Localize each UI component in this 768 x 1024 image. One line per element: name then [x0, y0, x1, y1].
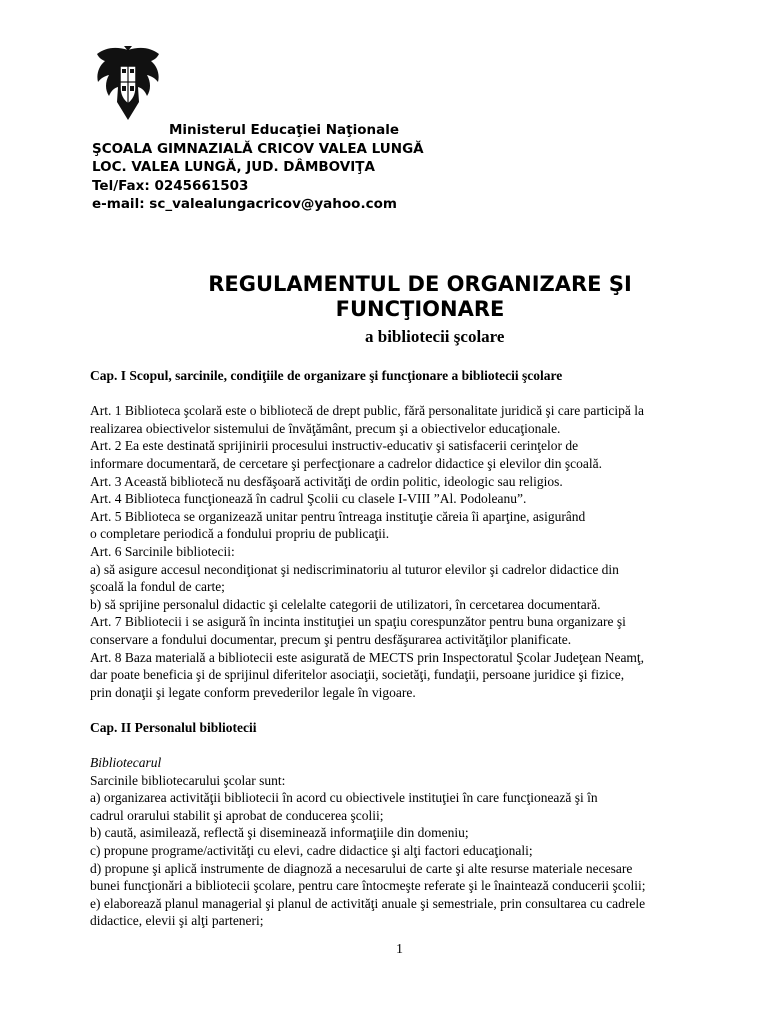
body-line: a) să asigure accesul necondiţionat şi nediscriminatoriu al tuturor elevilor şi cadrelor didactice din — [90, 561, 619, 577]
body-line: didactice, elevii şi alţi parteneri; — [90, 913, 264, 929]
school-name: ŞCOALA GIMNAZIALĂ CRICOV VALEA LUNGĂ — [92, 140, 424, 157]
body-line: informare documentară, de cercetare şi perfecţionare a cadrelor didactice şi elevilor din şcoală. — [90, 455, 602, 471]
body-line: o completare periodică a fondului propriu de publicaţii. — [90, 526, 390, 542]
document-subtitle: a bibliotecii şcolare — [365, 327, 505, 346]
body-line: cadrul orarului stabilit şi aprobat de conducerea şcolii; — [90, 807, 384, 823]
chapter-1-heading: Cap. I Scopul, sarcinile, condiţiile de organizare şi funcţionare a bibliotecii şcolare — [90, 368, 563, 383]
body-line: a) organizarea activităţii bibliotecii în acord cu obiectivele instituţiei în care funcţionează şi în — [90, 790, 598, 806]
body-line: d) propune şi aplică instrumente de diagnoză a necesarului de carte şi alte resurse materiale necesare — [90, 860, 633, 876]
body-line: Art. 1 Biblioteca şcolară este o bibliotecă de drept public, fără personalitate juridică şi care participă la — [90, 403, 645, 419]
body-line: bunei funcţionări a bibliotecii şcolare, pentru care întocmeşte referate şi le înaintează conducerii şcolii; — [90, 878, 646, 894]
ministry-name: Ministerul Educaţiei Naţionale — [169, 122, 399, 138]
document-title-line2: FUNCŢIONARE — [335, 297, 505, 321]
body-line: c) propune programe/activităţi cu elevi, cadre didactice şi alţi factori educaţionali; — [90, 843, 533, 859]
school-header — [92, 121, 424, 214]
email-address: e-mail: sc_valealungacricov@yahoo.com — [92, 196, 397, 212]
body-line: şcoală la fondul de carte; — [90, 579, 225, 595]
body-line: Art. 8 Baza materială a bibliotecii este asigurată de MECTS prin Inspectoratul Şcolar Judeţean Neamţ, — [90, 649, 645, 665]
body-line: realizarea obiectivelor sistemului de învăţământ, precum şi a obiectivelor educaţionale. — [90, 420, 561, 436]
page-number: 1 — [396, 942, 403, 957]
role-heading: Bibliotecarul — [90, 755, 162, 771]
body-line: e) elaborează planul managerial şi planul de activităţi anuale şi semestriale, prin consultarea cu cadrele — [90, 895, 646, 911]
body-line: Art. 4 Biblioteca funcţionează în cadrul Şcolii cu clasele I-VIII ”Al. Podoleanu”. — [90, 491, 527, 507]
body-line: Sarcinile bibliotecarului şcolar sunt: — [90, 772, 286, 788]
body-line: prin donaţii şi legate conform prevederilor legale în vigoare. — [90, 684, 416, 700]
chapter-2-heading: Cap. II Personalul bibliotecii — [90, 719, 257, 735]
body-line: conservare a fondului documentar, precum şi pentru desfăşurarea activităţilor planificate. — [90, 631, 572, 647]
body-line: Art. 7 Bibliotecii i se asigură în incinta instituţiei un spaţiu corespunzător pentru buna organizare şi — [90, 614, 626, 630]
body-line: b) caută, asimilează, reflectă şi diseminează informaţiile din domeniu; — [90, 825, 469, 841]
phone-fax: Tel/Fax: 0245661503 — [92, 177, 249, 194]
romanian-coat-of-arms-logo — [93, 44, 163, 126]
body-line: Art. 3 Această bibliotecă nu desfăşoară activităţi de ordin politic, ideologic sau religios. — [90, 473, 563, 489]
body-line: dar poate beneficia şi de sprijinul diferitelor asociaţii, societăţi, fundaţii, persoane juridice şi fizice, — [90, 667, 625, 683]
body-line: Art. 2 Ea este destinată sprijinirii procesului instructiv-educativ şi satisfacerii cerinţelor de — [90, 438, 579, 454]
body-line: b) să sprijine personalul didactic şi celelalte categorii de utilizatori, în cercetarea documentară. — [90, 596, 601, 612]
body-line: Art. 5 Biblioteca se organizează unitar pentru întreaga instituţie căreia îi aparţine, asigurând — [90, 508, 586, 524]
school-address: LOC. VALEA LUNGĂ, JUD. DÂMBOVIŢA — [92, 159, 375, 175]
document-title-line1: REGULAMENTUL DE ORGANIZARE ŞI — [208, 272, 632, 296]
body-line: Art. 6 Sarcinile bibliotecii: — [90, 543, 235, 559]
document-body — [90, 367, 730, 930]
